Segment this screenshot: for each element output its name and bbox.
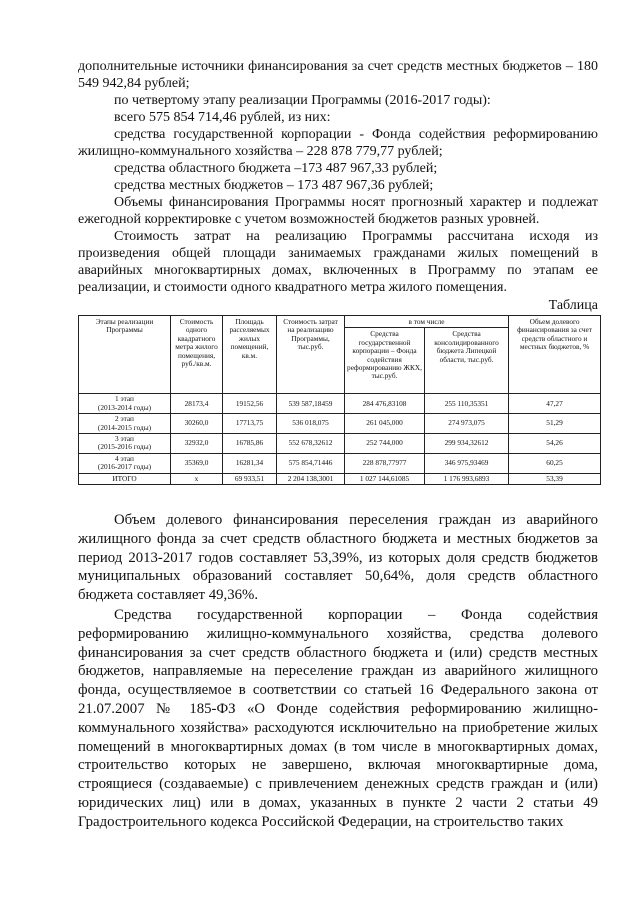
- header-cost-total: Стоимость затрат на реализацию Программы, тыс.руб.: [277, 316, 345, 394]
- area-cell: 16281,34: [223, 453, 277, 473]
- total-share: 53,39: [509, 473, 601, 484]
- table-row: [79, 453, 601, 473]
- paragraph: Объемы финансирования Программы носят прогнозный характер и подлежат ежегодной корректировке с учетом возможностей бюджетов разных уровней.: [78, 195, 598, 227]
- consolidated-cell: 299 934,32612: [425, 434, 509, 454]
- cost-sqm-cell: 30260,0: [171, 414, 223, 434]
- share-cell: 47,27: [509, 394, 601, 414]
- share-cell: 60,25: [509, 453, 601, 473]
- total-area: 69 933,51: [223, 473, 277, 484]
- table-row: [79, 394, 601, 414]
- stage-cell: [79, 434, 171, 454]
- stage-years: (2014-2015 годы): [97, 422, 152, 432]
- header-cost-sqm: Стоимость одного квадратного метра жилого помещения, руб./кв.м.: [171, 316, 223, 394]
- stage-label: 1 этап: [115, 394, 134, 404]
- paragraph: средства областного бюджета –173 487 967,33 рублей;: [114, 161, 438, 176]
- total-consolidated: 1 176 993,6893: [425, 473, 509, 484]
- stage-years: (2016-2017 годы): [97, 462, 152, 472]
- table-caption: Таблица: [548, 298, 598, 313]
- stage-years: (2013-2014 годы): [97, 402, 152, 412]
- header-area: Площадь расселяемых жилых помещений, кв.м.: [223, 316, 277, 394]
- area-cell: 19152,56: [223, 394, 277, 414]
- share-cell: 51,29: [509, 414, 601, 434]
- paragraph: средства местных бюджетов – 173 487 967,36 рублей;: [114, 178, 434, 193]
- header-share: Объем долевого финансирования за счет средств областного и местных бюджетов, %: [509, 316, 601, 394]
- cost-total-cell: 575 854,71446: [277, 453, 345, 473]
- cost-sqm-cell: 28173,4: [171, 394, 223, 414]
- consolidated-cell: 274 973,075: [425, 414, 509, 434]
- document-page: [78, 58, 598, 832]
- table-row: [79, 414, 601, 434]
- stage-cell: [79, 414, 171, 434]
- paragraph: Объем долевого финансирования переселения граждан из аварийного жилищного фонда за счет средств областного бюджета и местных бюджетов за период 2013-2017 годов составляет 53,39%, из которых доля средств бюджетов муниципальных образований составляет 50,64%, доля средств областного бюджета составляет 49,36%.: [78, 512, 598, 604]
- total-fund: 1 027 144,61085: [345, 473, 425, 484]
- header-including: в том числе: [345, 316, 509, 328]
- stage-cell: [79, 453, 171, 473]
- stage-years: (2015-2016 годы): [97, 442, 152, 452]
- cost-total-cell: 539 587,18459: [277, 394, 345, 414]
- stage-cell: [79, 394, 171, 414]
- stage-label: 3 этап: [115, 434, 134, 444]
- consolidated-cell: 255 110,35351: [425, 394, 509, 414]
- fund-cell: 261 045,000: [345, 414, 425, 434]
- header-fund: Средства государственной корпорации – Фонда содействия реформированию ЖКХ, тыс.руб.: [345, 328, 425, 394]
- cost-total-cell: 536 018,075: [277, 414, 345, 434]
- paragraph: всего 575 854 714,46 рублей, из них:: [114, 110, 331, 125]
- paragraph: дополнительные источники финансирования за счет средств местных бюджетов – 180 549 942,84 рублей;: [78, 59, 598, 91]
- paragraph: по четвертому этапу реализации Программы (2016-2017 годы):: [114, 93, 491, 108]
- paragraph: Стоимость затрат на реализацию Программы рассчитана исходя из произведения общей площади занимаемых гражданами жилых помещений в аварийных многоквартирных домах, включенных в Программу по этапам ее реализации, и стоимости одного квадратного метра жилого помещения.: [78, 229, 598, 295]
- paragraph: Средства государственной корпорации – Фонда содействия реформированию жилищно-коммунального хозяйства, средства долевого финансирования за счет средств областного бюджета и (или) средств местных бюджетов, направляемые на переселение граждан из аварийного жилищного фонда, осуществляемое в соответствии со статьей 16 Федерального закона от 21.07.2007 № 185-ФЗ «О Фонде содействия реформированию жилищно-коммунального хозяйства» расходуются исключительно на приобретение жилых помещений в многоквартирных домах (в том числе в многоквартирных домах, строительство которых не завершено, включая многоквартирные дома, строящиеся (создаваемые) с привлечением денежных средств граждан и (или) юридических лиц) или в домах, указанных в пункте 2 части 2 статьи 49 Градостроительного кодекса Российской Федерации, на строительство таких: [78, 607, 598, 830]
- cost-sqm-cell: 32932,0: [171, 434, 223, 454]
- stage-label: 2 этап: [115, 414, 134, 424]
- cost-sqm-cell: 35369,0: [171, 453, 223, 473]
- header-consolidated: Средства консолидированного бюджета Липецкой области, тыс.руб.: [425, 328, 509, 394]
- header-stages: Этапы реализации Программы: [79, 316, 171, 394]
- area-cell: 17713,75: [223, 414, 277, 434]
- fund-cell: 284 476,83108: [345, 394, 425, 414]
- top-text-block: [78, 58, 598, 296]
- consolidated-cell: 346 975,93469: [425, 453, 509, 473]
- financing-table: [78, 315, 601, 485]
- share-cell: 54,26: [509, 434, 601, 454]
- fund-cell: 228 878,77977: [345, 453, 425, 473]
- total-cost-sqm: х: [171, 473, 223, 484]
- total-cost: 2 204 138,3001: [277, 473, 345, 484]
- spacer: [78, 485, 598, 511]
- stage-label: 4 этап: [115, 453, 134, 463]
- area-cell: 16785,86: [223, 434, 277, 454]
- fund-cell: 252 744,000: [345, 434, 425, 454]
- bottom-text-block: [78, 511, 598, 832]
- paragraph: средства государственной корпорации - Фонда содействия реформированию жилищно-коммунального хозяйства – 228 878 779,77 рублей;: [78, 127, 598, 159]
- total-label: ИТОГО: [79, 473, 171, 484]
- cost-total-cell: 552 678,32612: [277, 434, 345, 454]
- table-total-row: [79, 473, 601, 484]
- table-row: [79, 434, 601, 454]
